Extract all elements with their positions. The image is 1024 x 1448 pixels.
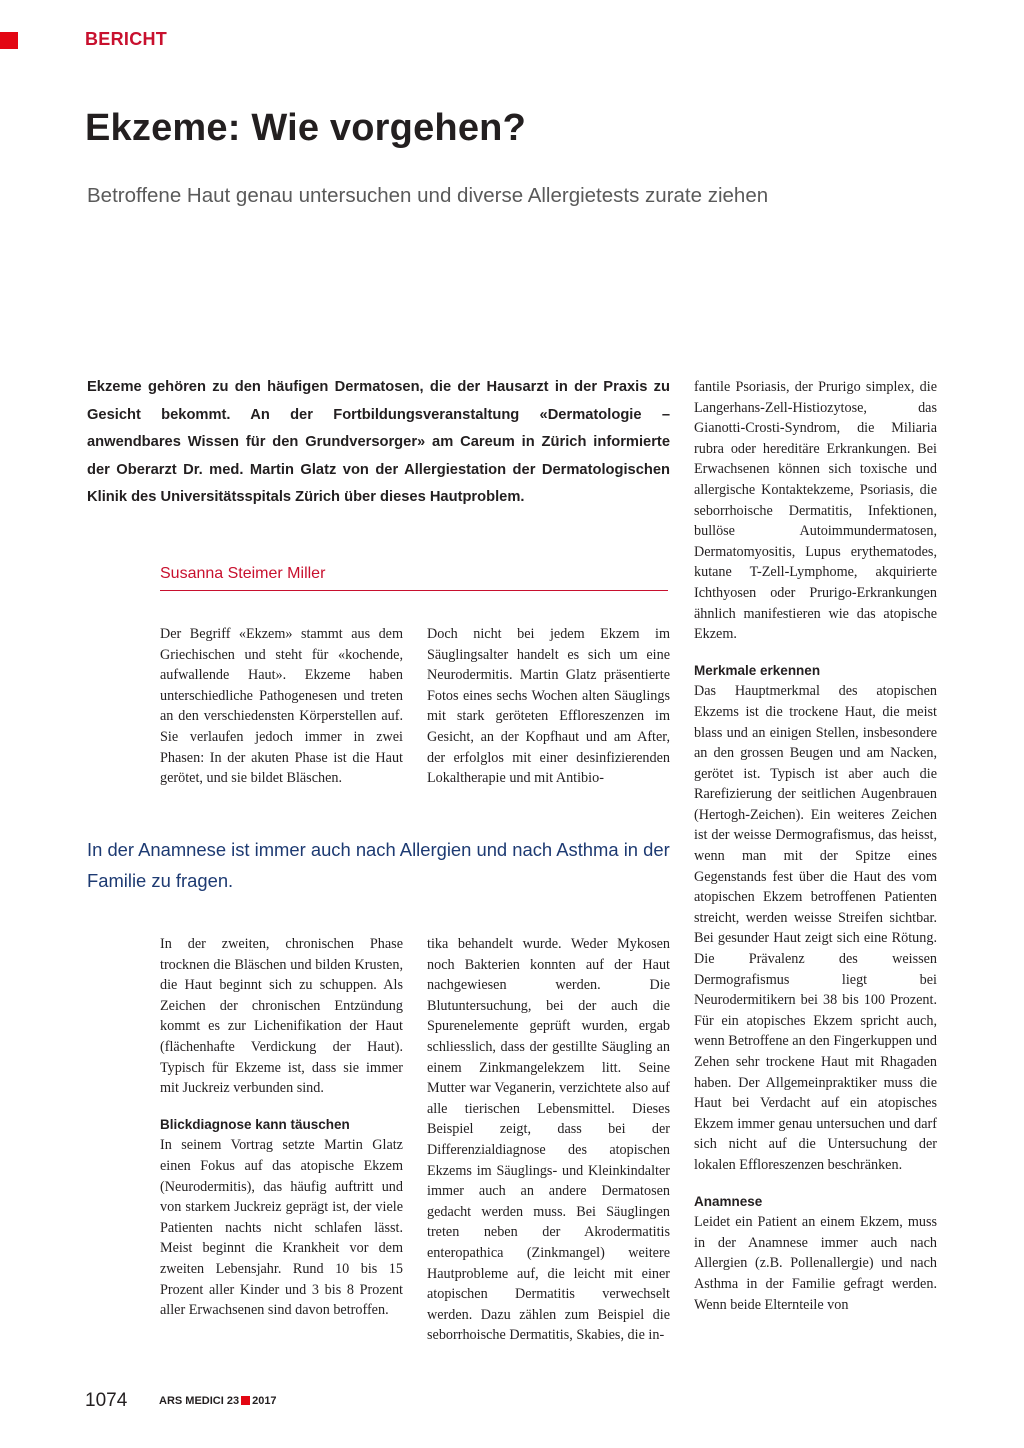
section-marker [0,32,18,49]
paragraph: Das Hauptmerkmal des atopischen Ekzems ist die trockene Haut, die meist blass und an einigen Stellen, insbesondere an den grossen Beugen und am Nacken, gerötet ist. Typisch ist aber auch die Rarefizierung der seitlichen Augenbrauen (Hertogh-Zeichen). Ein weiteres Zeichen ist der weisse Dermografismus, das heisst, wenn man mit der Spitze eines Gegenstands fest über die Haut des vom atopischen Ekzem betroffenen Patienten streicht, werden weisse Streifen sichtbar. Bei gesunder Haut zeigt sich eine Rötung. Die Prävalenz des weissen Dermografismus liegt bei Neurodermitikern bei 38 bis 100 Prozent. Für ein atopisches Ekzem spricht auch, wenn Betroffene an den Fingerkuppen und Zehen sehr trockene Haut mit Rhagaden haben. Der Allgemeinpraktiker muss die Haut bei Verdacht auf ein atopisches Ekzem immer genau untersuchen und darf sich nicht auf die Untersuchung der lokalen Effloreszenzen beschränken. [694,683,937,1173]
column-2-bottom [427,934,670,1346]
paragraph: tika behandelt wurde. Weder Mykosen noch Bakterien konnten auf der Haut nachgewiesen werden. Die Blutuntersuchung, bei der auch die Spurenelemente geprüft wurden, ergab schliesslich, dass der gestillte Säugling an einem Zinkmangelekzem litt. Seine Mutter war Veganerin, verzichtete also auf alle tierischen Lebensmittel. Dieses Beispiel zeigt, dass bei der Differenzialdiagnose des atopischen Ekzems im Säuglings- und Kleinkindalter immer auch an andere Dermatosen gedacht werden muss. Bei Säuglingen treten neben der Akrodermatitis enteropathica (Zinkmangel) weitere Hautprobleme auf, die leicht mit einer atopischen Dermatitis verwechselt werden. Dazu zählen zum Beispiel die seborrhoische Dermatitis, Skabies, die in- [427,936,670,1344]
section-label: BERICHT [85,29,168,49]
journal-name: ARS MEDICI 23 [159,1395,240,1407]
column-1-top [160,624,403,789]
subheading: Anamnese [694,1193,763,1209]
author-divider [160,590,668,591]
journal-year: 2017 [252,1395,277,1407]
article-lead: Ekzeme gehören zu den häufigen Dermatosen, die der Hausarzt in der Praxis zu Gesicht bekommt. An der Fortbildungsveranstaltung «Dermatologie – anwendbares Wissen für den Grundversorger» am Careum in Zürich informierte der Oberarzt Dr. med. Martin Glatz von der Allergiestation der Dermatologischen Klinik des Universitätsspitals Zürich über dieses Hautproblem. [87,379,670,505]
paragraph: Doch nicht bei jedem Ekzem im Säuglingsalter handelt es sich um eine Neurodermitis. Martin Glatz präsentierte Fotos eines sechs Wochen alten Säuglings mit stark geröteten Effloreszenzen im Gesicht, an der Kopfhaut und am After, der erfolglos mit einer desinfizierenden Lokaltherapie und mit Antibio- [427,626,670,787]
page-number: 1074 [85,1390,128,1411]
author-byline: Susanna Steimer Miller [160,565,326,582]
article-subtitle: Betroffene Haut genau untersuchen und diverse Allergietests zurate ziehen [87,184,769,207]
paragraph: Leidet ein Patient an einem Ekzem, muss in der Anamnese immer auch nach Allergien (z.B. Pollenallergie) und nach Asthma in der Familie gefragt werden. Wenn beide Elternteile von [694,1214,937,1313]
journal-footer [159,1395,277,1407]
paragraph: fantile Psoriasis, der Prurigo simplex, die Langerhans-Zell-Histiozytose, das Gianotti-Crosti-Syndrom, die Miliaria rubra oder hereditäre Erkrankungen. Bei Erwachsenen können sich toxische und allergische Kontaktekzeme, Psoriasis, die seborrhoische Dermatitis, Infektionen, bullöse Autoimmundermatosen, Dermatomyositis, Lupus erythematodes, kutane T-Zell-Lymphome, akquirierte Ichthyosen oder Prurigo-Erkrankungen ähnlich manifestieren wie das atopische Ekzem. [694,379,937,643]
article-title: Ekzeme: Wie vorgehen? [85,107,526,149]
paragraph: In seinem Vortrag setzte Martin Glatz einen Fokus auf das atopische Ekzem (Neurodermitis), das häufig auftritt und von starkem Juckreiz geprägt ist, der viele Patienten nachts nicht schlafen lässt. Meist beginnt die Krankheit vor dem zweiten Lebensjahr. Rund 10 bis 15 Prozent aller Kinder und 3 bis 8 Prozent aller Erwachsenen sind davon betroffen. [160,1137,403,1319]
pull-quote: In der Anamnese ist immer auch nach Allergien und nach Asthma in der Familie zu fragen. [87,839,670,891]
subheading: Merkmale erkennen [694,662,821,678]
paragraph: Der Begriff «Ekzem» stammt aus dem Griechischen und steht für «kochende, aufwallende Haut». Ekzeme haben unterschiedliche Pathogenesen und treten an den verschiedensten Körperstellen auf. Sie verlaufen jedoch immer in zwei Phasen: In der akuten Phase ist die Haut gerötet, und sie bildet Bläschen. [160,626,403,787]
subheading: Blickdiagnose kann täuschen [160,1116,350,1132]
paragraph: In der zweiten, chronischen Phase trocknen die Bläschen und bilden Krusten, die Haut beginnt sich zu schuppen. Als Zeichen der chronischen Entzündung kommt es zur Lichenifikation der Haut (flächenhafte Verdickung der Haut). Typisch für Ekzeme ist, dass sie immer mit Juckreiz verbunden sind. [160,936,403,1097]
column-2-top [427,624,670,789]
column-1-bottom [160,934,403,1321]
separator-square [241,1396,250,1405]
column-3 [694,377,937,1315]
